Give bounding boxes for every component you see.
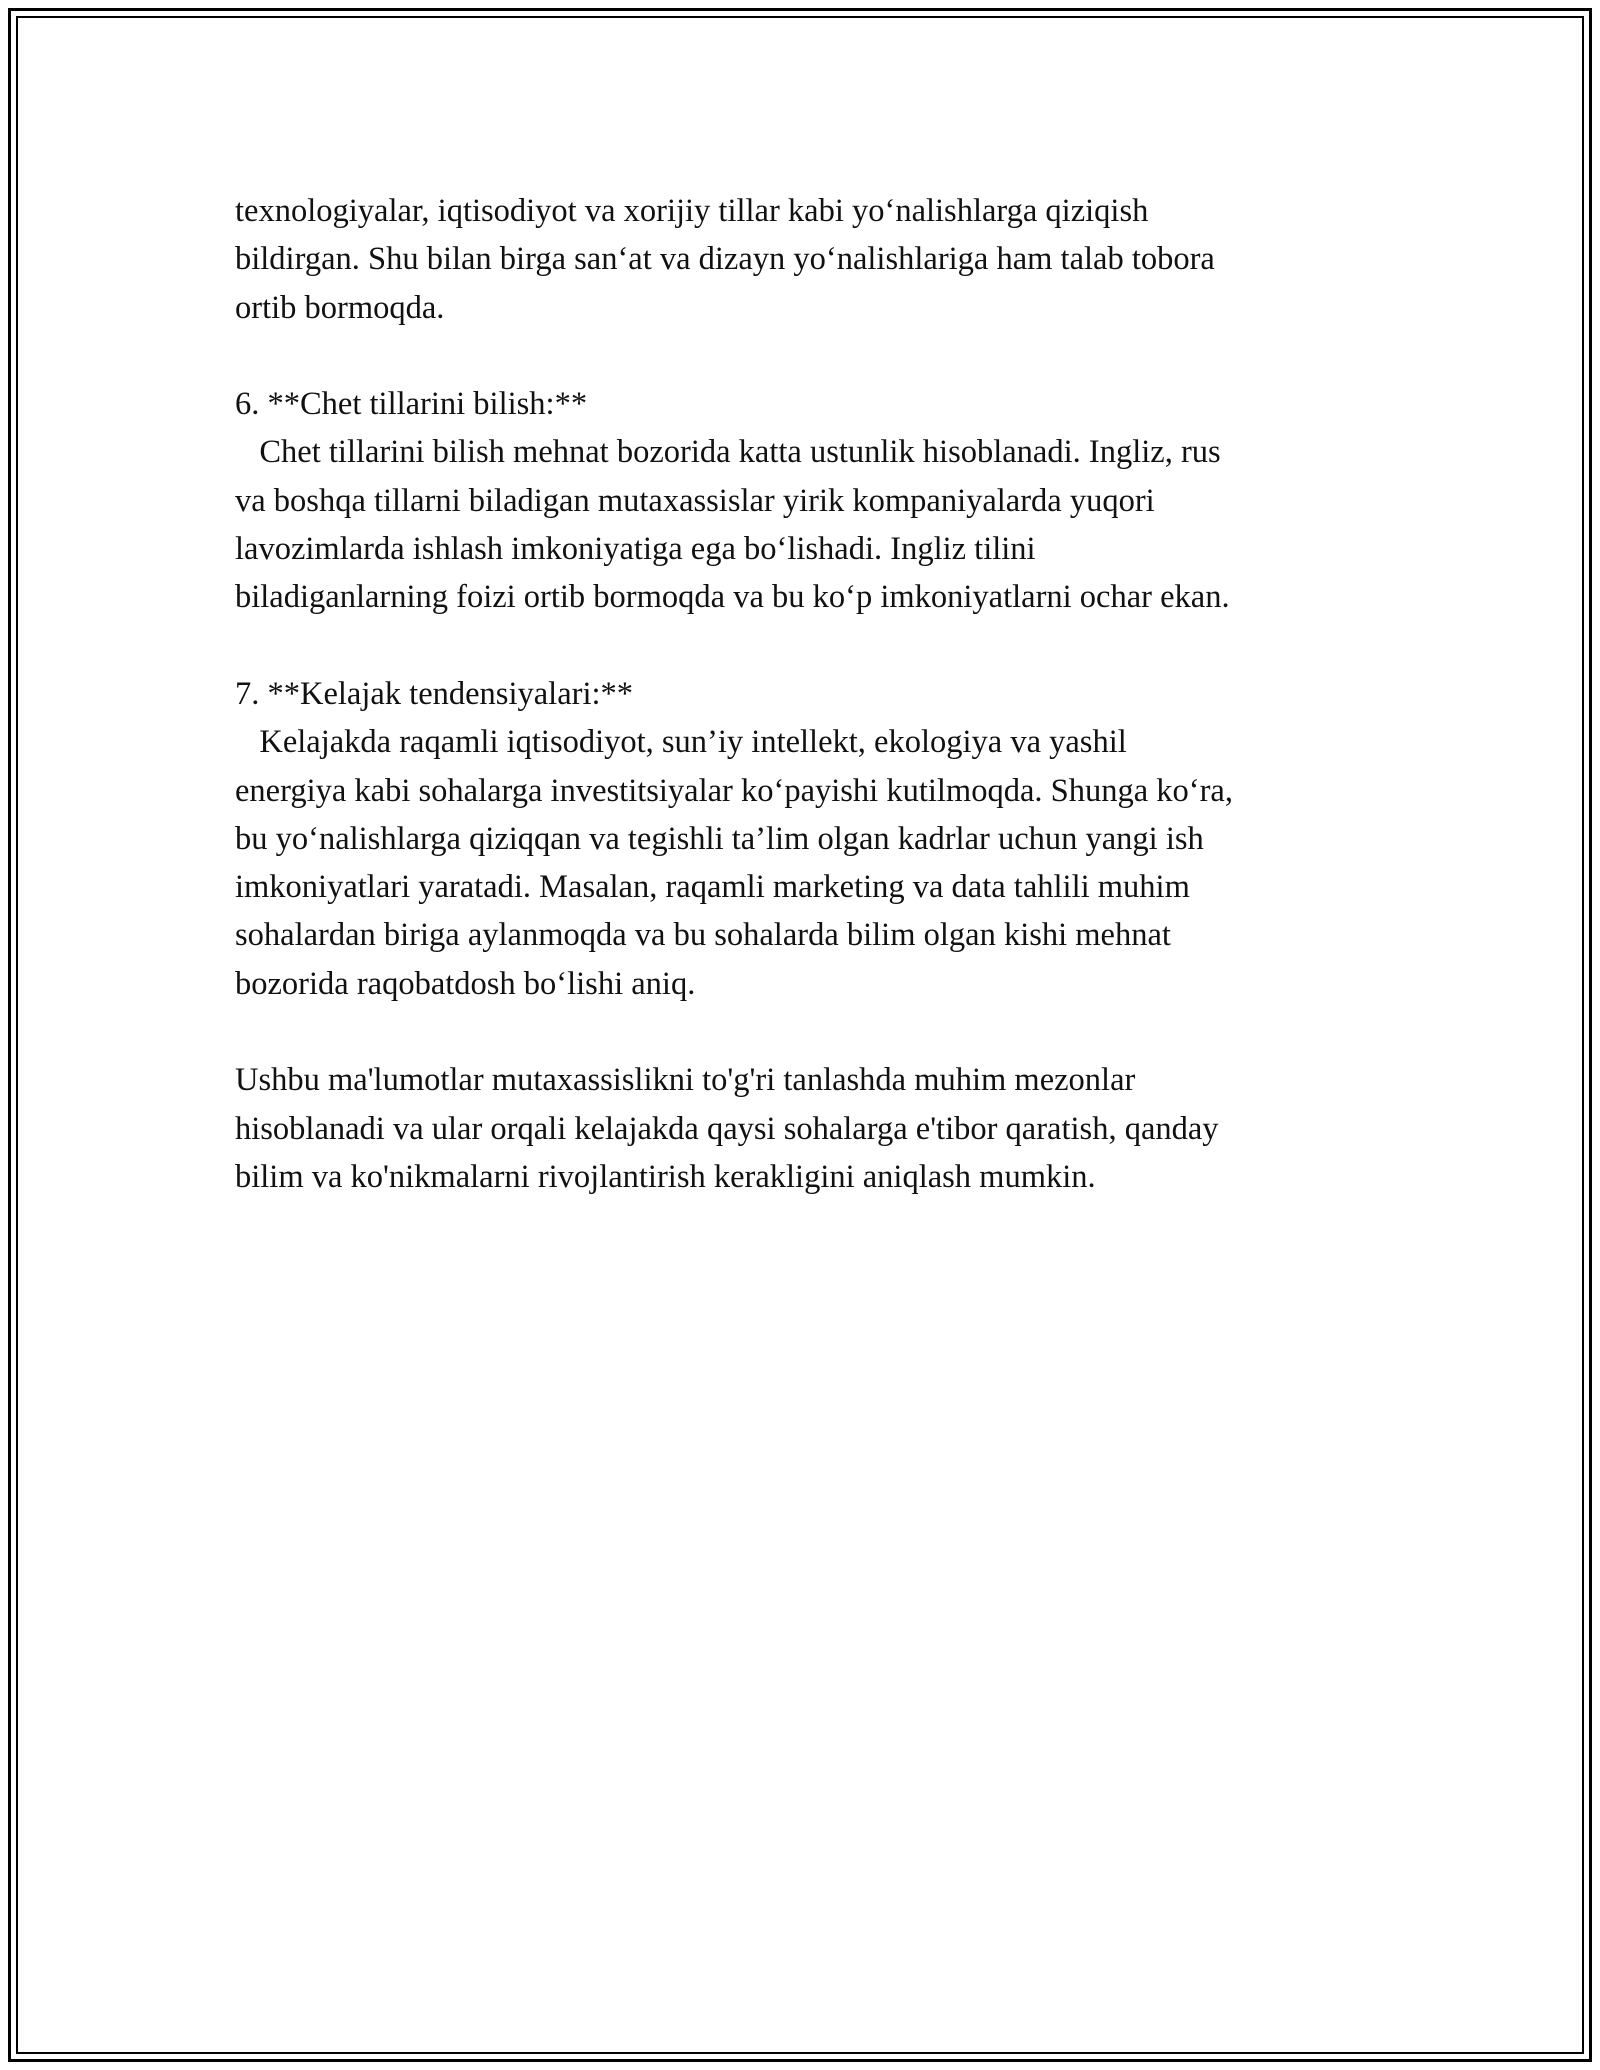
blank-line <box>235 1008 1405 1056</box>
body-line: bozorida raqobatdosh bo‘lishi aniq. <box>235 965 696 1002</box>
conclusion-line: Ushbu ma'lumotlar mutaxassislikni to'g'ri tanlashda muhim mezonlar <box>235 1062 1136 1099</box>
body-line: bu yo‘nalishlarga qiziqqan va tegishli ta’lim olgan kadrlar uchun yangi ish <box>235 820 1204 857</box>
conclusion-line: bilim va ko'nikmalarni rivojlantirish kerakligini aniqlash mumkin. <box>235 1158 1096 1195</box>
blank-line <box>235 332 1405 380</box>
body-line: imkoniyatlari yaratadi. Masalan, raqamli marketing va data tahlili muhim <box>235 869 1190 906</box>
document-body <box>235 187 1405 1201</box>
body-line: ortib bormoqda. <box>235 289 445 326</box>
section-heading: 7. **Kelajak tendensiyalari:** <box>235 675 633 712</box>
body-line: lavozimlarda ishlash imkoniyatiga ega bo‘lishadi. Ingliz tilini <box>235 531 1036 568</box>
body-line: bildirgan. Shu bilan birga san‘at va dizayn yo‘nalishlariga ham talab tobora <box>235 241 1215 278</box>
body-line: biladiganlarning foizi ortib bormoqda va bu ko‘p imkoniyatlarni ochar ekan. <box>235 579 1230 616</box>
body-line: sohalardan biriga aylanmoqda va bu sohalarda bilim olgan kishi mehnat <box>235 917 1171 954</box>
body-line: Kelajakda raqamli iqtisodiyot, sun’iy intellekt, ekologiya va yashil <box>235 724 1127 761</box>
conclusion-line: hisoblanadi va ular orqali kelajakda qaysi sohalarga e'tibor qaratish, qanday <box>235 1110 1219 1147</box>
body-line: texnologiyalar, iqtisodiyot va xorijiy tillar kabi yo‘nalishlarga qiziqish <box>235 193 1149 229</box>
body-line: energiya kabi sohalarga investitsiyalar ko‘payishi kutilmoqda. Shunga ko‘ra, <box>235 772 1233 809</box>
body-line: va boshqa tillarni biladigan mutaxassislar yirik kompaniyalarda yuqori <box>235 482 1155 519</box>
blank-line <box>235 622 1405 670</box>
body-line: Chet tillarini bilish mehnat bozorida katta ustunlik hisoblanadi. Ingliz, rus <box>235 434 1221 471</box>
section-heading: 6. **Chet tillarini bilish:** <box>235 386 588 423</box>
